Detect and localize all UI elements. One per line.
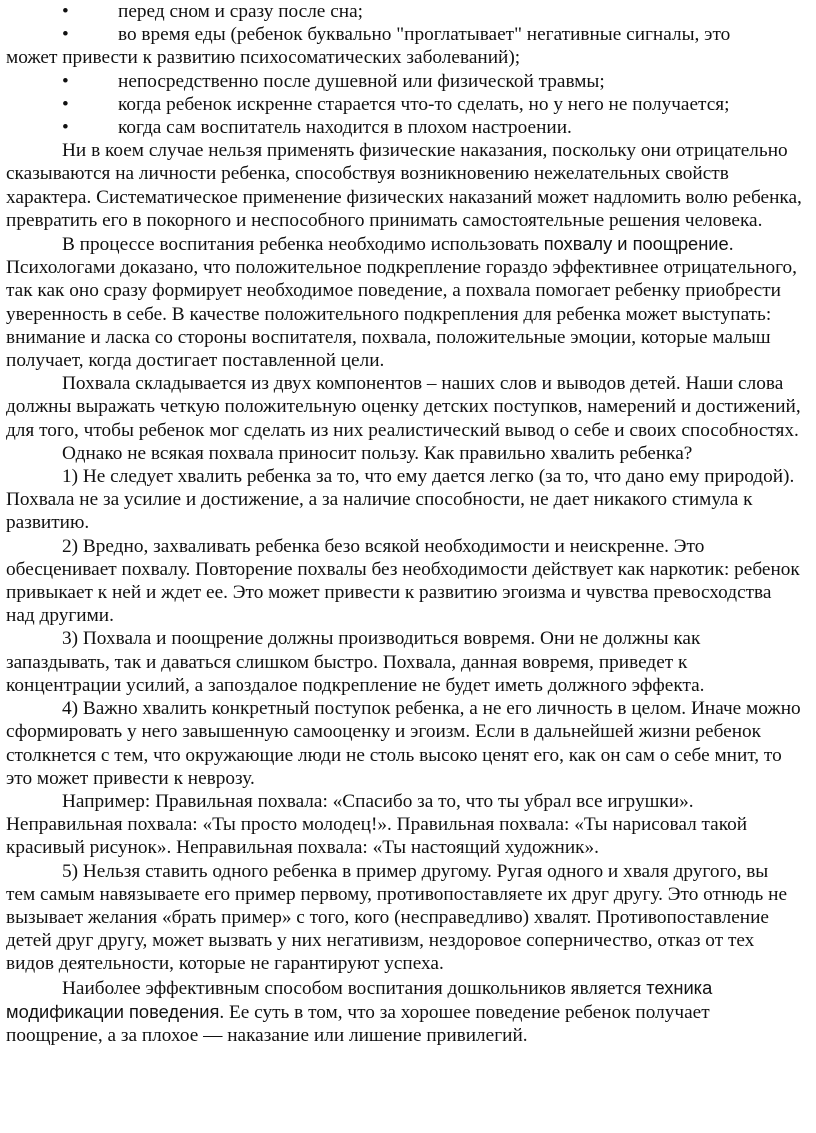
- highlighted-term: техника модификации поведения: [6, 976, 713, 1022]
- paragraph-praise-encouragement: [6, 232, 802, 372]
- bullet-text: когда ребенок искренне старается что-то сделать, но у него не получается;: [118, 93, 730, 115]
- paragraph-rule-3: 3) Похвала и поощрение должны производиться вовремя. Они не должны как запаздывать, так и даваться слишком быстро. Похвала, данная вовремя, приведет к концентрации усилий, а запоздалое подкрепление не будет иметь должного эффекта.: [6, 628, 705, 696]
- bullet-icon: •: [62, 1, 69, 22]
- bullet-item: [6, 93, 802, 116]
- paragraph-behavior-modification: [6, 976, 802, 1048]
- highlighted-term: похвалу и поощрение: [543, 233, 729, 255]
- bullet-item: [6, 23, 802, 46]
- bullet-continuation: может привести к развитию психосоматических заболеваний);: [6, 47, 521, 69]
- paragraph-praise-components: Похвала складывается из двух компонентов – наших слов и выводов детей. Наши слова должны выражать четкую положительную оценку детских поступков, намерений и достижений, для того, чтобы ребенок мог сделать из них реалистический вывод о себе и своих способностях.: [6, 373, 801, 441]
- paragraph-rule-4: 4) Важно хвалить конкретный поступок ребенка, а не его личность в целом. Иначе можно сформировать у него завышенную самооценку и эгоизм. Если в дальнейшей жизни ребенок столкнется с тем, что окружающие люди не столь высоко ценят его, как он сам о себе мнит, то это может привести к неврозу.: [6, 698, 801, 789]
- bullet-icon: •: [62, 24, 69, 46]
- bullet-item: [6, 70, 802, 93]
- paragraph-rule-1: 1) Не следует хвалить ребенка за то, что ему дается легко (за то, что дано ему природой). Похвала не за усилие и достижение, а за наличие способности, не дает никакого стимула к развитию.: [6, 466, 795, 534]
- paragraph-rule-5: 5) Нельзя ставить одного ребенка в пример другому. Ругая одного и хваля другого, вы тем самым навязываете его пример первому, противопоставляете их друг другу. Это отнюдь не вызывает желания «брать пример» с того, кого (несправедливо) хвалят. Противопоставление детей друг другу, может вызвать у них негативизм, нездоровое соперничество, отказ от тех видов деятельности, которые не гарантируют успеха.: [6, 860, 788, 975]
- bullet-icon: •: [62, 93, 69, 115]
- bullet-text: когда сам воспитатель находится в плохом настроении.: [118, 117, 572, 139]
- text-run: . Ее суть в том, что за хорошее поведение ребенок получает поощрение, а за плохое — наказание или лишение привилегий.: [6, 1001, 710, 1046]
- text-run: В процессе воспитания ребенка необходимо использовать: [62, 234, 544, 256]
- paragraph-examples: Например: Правильная похвала: «Спасибо за то, что ты убрал все игрушки». Неправильная похвала: «Ты просто молодец!». Правильная похвала: «Ты нарисовал такой красивый рисунок». Неправильная похвала: «Ты настоящий художник».: [6, 790, 748, 859]
- paragraph-physical-punishment: Ни в коем случае нельзя применять физические наказания, поскольку они отрицательно сказываются на личности ребенка, способствуя возникновению нежелательных свойств характера. Систематическое применение физических наказаний может надломить волю ребенка, превратить его в покорного и неспособного принимать самостоятельные решения человека.: [6, 140, 802, 231]
- paragraph-question: Однако не всякая похвала приносит пользу. Как правильно хвалить ребенка?: [62, 442, 693, 464]
- bullet-icon: •: [62, 70, 69, 92]
- bullet-text: во время еды (ребенок буквально "проглатывает" негативные сигналы, это: [118, 24, 731, 46]
- paragraph-rule-2: 2) Вредно, захваливать ребенка безо всякой необходимости и неискренне. Это обесценивает похвалу. Повторение похвалы без необходимости действует как наркотик: ребенок привыкает к ней и ждет ее. Это может привести к развитию эгоизма и чувства превосходства над другими.: [6, 535, 800, 627]
- bullet-icon: •: [62, 117, 69, 139]
- bullet-item: [6, 116, 802, 139]
- bullet-text: перед сном и сразу после сна;: [118, 1, 363, 22]
- bullet-text: непосредственно после душевной или физической травмы;: [118, 70, 605, 92]
- bullet-item: [6, 0, 802, 23]
- text-run: Наиболее эффективным способом воспитания дошкольников является: [62, 977, 647, 999]
- text-run: . Психологами доказано, что положительное подкрепление гораздо эффективнее отрицательного, так как оно сразу формирует необходимое поведение, а похвала помогает ребенку приобрести уверенность в себе. В качестве положительного подкрепления для ребенка может выступать: внимание и ласка со стороны воспитателя, похвала, положительные эмоции, которые малыш получает, когда достигает поставленной цели.: [6, 234, 797, 372]
